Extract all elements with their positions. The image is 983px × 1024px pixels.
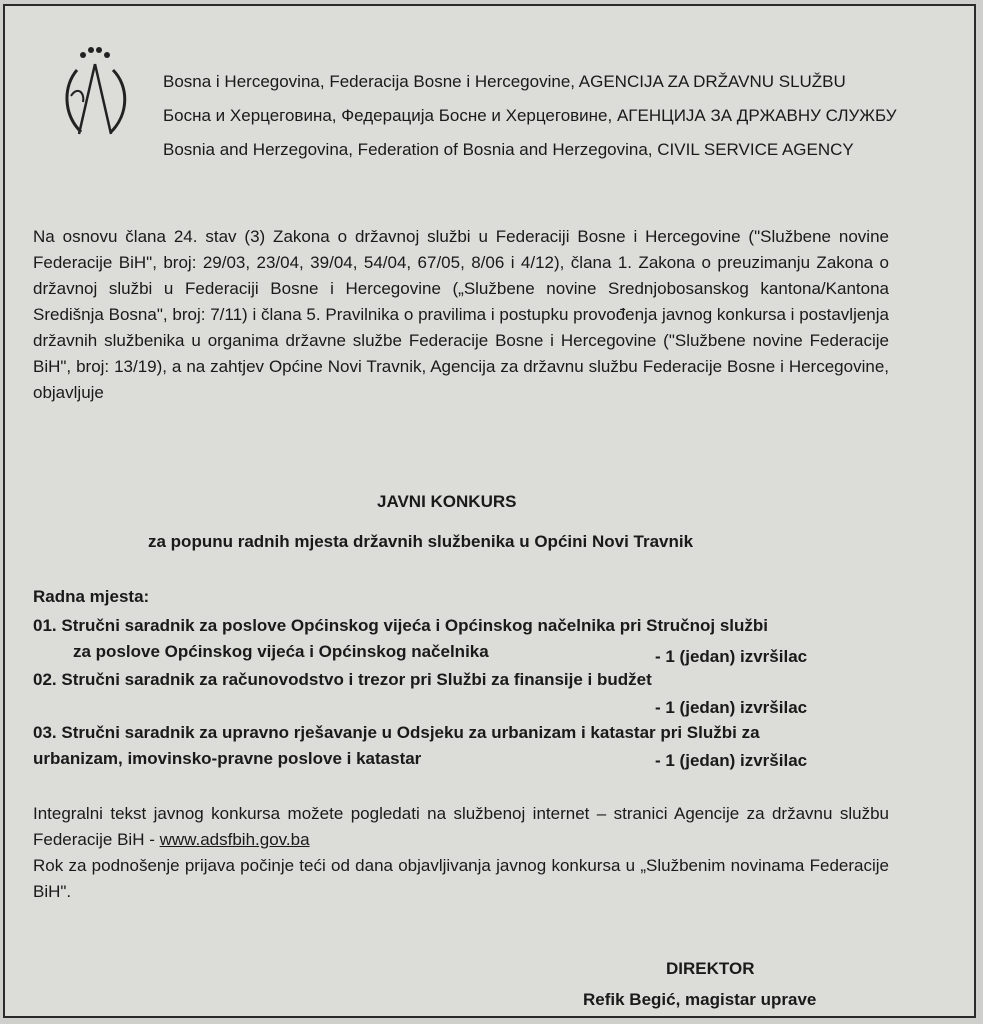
signature-title: DIREKTOR bbox=[666, 959, 755, 978]
signature-name: Refik Begić, magistar uprave bbox=[583, 990, 817, 1009]
header-block bbox=[163, 65, 897, 167]
agency-website-link[interactable]: www.adsfbih.gov.ba bbox=[159, 830, 310, 849]
footer-text-1: Integralni tekst javnog konkursa možete pogledati na službenoj internet – stranici Agencije za državnu službu Federacije BiH - bbox=[33, 804, 889, 849]
header-line-serbian: Босна и Херцеговина, Федерација Босне и Херцеговине, АГЕНЦИЈА ЗА ДРЖАВНУ СЛУЖБУ bbox=[163, 106, 897, 125]
position-2-count: - 1 (jedan) izvršilac bbox=[655, 698, 808, 717]
position-1-line2: za poslove Općinskog vijeća i Općinskog načelnika bbox=[73, 642, 489, 661]
position-3-line2: urbanizam, imovinsko-pravne poslove i katastar bbox=[33, 749, 422, 768]
header-line-english: Bosnia and Herzegovina, Federation of Bosnia and Herzegovina, CIVIL SERVICE AGENCY bbox=[163, 140, 854, 159]
notice-subtitle: za popunu radnih mjesta državnih službenika u Općini Novi Travnik bbox=[148, 532, 694, 551]
positions-heading: Radna mjesta: bbox=[33, 587, 150, 606]
header-line-bosnian: Bosna i Hercegovina, Federacija Bosne i Hercegovine, AGENCIJA ZA DRŽAVNU SLUŽBU bbox=[163, 72, 846, 91]
intro-text: Na osnovu člana 24. stav (3) Zakona o državnoj službi u Federaciji Bosne i Hercegovine ("Službene novine Federacije BiH", broj: 29/03, 23/04, 39/04, 54/04, 67/05, 8/06 i 4/12), člana 1. Zakona o preuzimanju Zakona o državnoj službi u Federaciji Bosne i Hercegovine („Službene novine Srednjobosanskog kantona/Kantona Središnja Bosna", broj: 7/11) i člana 5. Pravilnika o pravilima i postupku provođenja javnog konkursa i postavljenja državnih službenika u organima državne službe Federacije Bosne i Hercegovine ("Službene novine Federacije BiH", broj: 13/19), a na zahtjev Općine Novi Travnik, Agencija za državnu službu Federacije Bosne i Hercegovine, objavljuje bbox=[33, 227, 889, 402]
agency-logo-icon bbox=[55, 36, 145, 156]
position-1-count: - 1 (jedan) izvršilac bbox=[655, 647, 808, 666]
position-2-line1: 02. Stručni saradnik za računovodstvo i trezor pri Službi za finansije i budžet bbox=[33, 670, 652, 689]
notice-title: JAVNI KONKURS bbox=[377, 492, 517, 511]
footer-text-2: Rok za podnošenje prijava počinje teći od dana objavljivanja javnog konkursa u „Službenim novinama Federacije BiH". bbox=[33, 856, 889, 901]
footer-paragraph-1 bbox=[33, 801, 889, 853]
footer-block bbox=[33, 801, 889, 905]
intro-paragraph bbox=[33, 224, 889, 406]
position-3-count: - 1 (jedan) izvršilac bbox=[655, 751, 808, 770]
position-1-line1: 01. Stručni saradnik za poslove Općinskog vijeća i Općinskog načelnika pri Stručnoj službi bbox=[33, 616, 769, 635]
notice-page bbox=[3, 4, 976, 1018]
position-3-line1: 03. Stručni saradnik za upravno rješavanje u Odsjeku za urbanizam i katastar pri Službi za bbox=[33, 723, 760, 742]
